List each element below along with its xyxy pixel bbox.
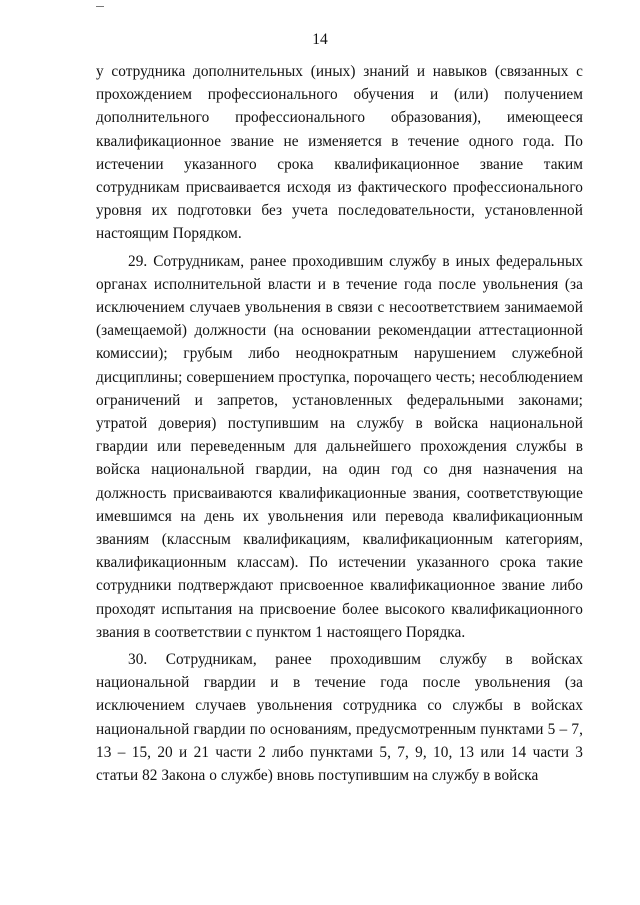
paragraph-29: 29. Сотрудникам, ранее проходившим службу в иных федеральных органах исполнительной власти и в течение года после увольнения (за исключением случаев увольнения в связи с несоответствием занимаемой (замещаемой) должности (на основании рекомендации аттестационной комиссии); грубым либо неоднократным нарушением служебной дисциплины; совершением проступка, порочащего честь; несоблюдением ограничений и запретов, установленных федеральными законами; утратой доверия) поступившим на службу в войска национальной гвардии или переведенным для дальнейшего прохождения службы в войска национальной гвардии, на один год со дня назначения на должность присваиваются квалификационные звания, соответствующие имевшимся на день их увольнения или перевода квалификационным званиям (классным квалификациям, квалификационным категориям, квалификационным классам). По истечении указанного срока такие сотрудники подтверждают присвоенное квалификационное звание либо проходят испытания на присвоение более высокого квалификационного звания в соответствии с пунктом 1 настоящего Порядка. xyxy=(96,252,583,641)
paragraph-continuation: у сотрудника дополнительных (иных) знаний и навыков (связанных с прохождением профессионального обучения и (или) получением дополнительного профессионального образования), имеющееся квалификационное звание не изменяется в течение одного года. По истечении указанного срока квалификационное звание таким сотрудникам присваивается исходя из фактического профессионального уровня их подготовки без учета последовательности, установленной настоящим Порядком. xyxy=(96,63,583,243)
paragraph-30: 30. Сотрудникам, ранее проходившим службу в войсках национальной гвардии и в течение года после увольнения (за исключением случаев увольнения сотрудника со службы в войсках национальной гвардии по основаниям, предусмотренным пунктами 5 – 7, 13 – 15, 20 и 21 части 2 либо пунктами 5, 7, 9, 10, 13 или 14 части 3 статьи 82 Закона о службе) вновь поступившим на службу в войска xyxy=(96,651,583,785)
document-body xyxy=(96,60,583,791)
page-number: 14 xyxy=(312,31,328,48)
scan-mark xyxy=(96,6,104,7)
